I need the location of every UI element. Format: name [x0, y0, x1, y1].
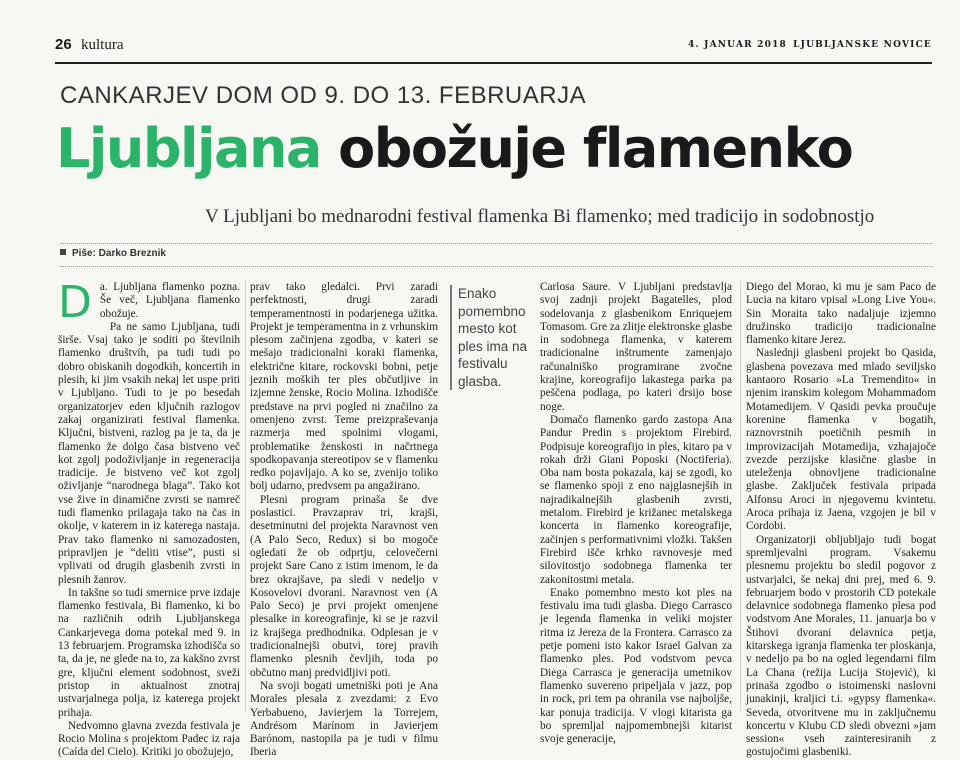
- header-rule: [55, 62, 932, 64]
- paragraph: Diego del Morao, ki mu je sam Paco de Lucia na kitaro vpisal »Long Live You«. Sin Moraita tako nadaljuje izjemno družinsko tradicijo tradicionalne flamenko kitare Jerez.: [746, 281, 936, 347]
- paragraph: Carlosa Saure. V Ljubljani predstavlja svoj zadnji projekt Bagatelles, plod sodelovanja z glasbenikom Enriquejem Tomasom. Gre za zlitje elektronske glasbe in sodobnega flamenka, v katerem tradicionalne inštrumente zamenjajo računalniško programirane zvočne krajine, koreografijo lakastega parka pa peščena podlaga, po kateri drsijo bose noge.: [540, 281, 732, 413]
- column-separator: [245, 281, 246, 711]
- page-number: 26: [55, 36, 72, 53]
- paragraph: Nedvomno glavna zvezda festivala je Rocio Molina s projektom Padec iz raja (Caída del Cielo). Kritiki jo obožujejo,: [58, 719, 240, 759]
- byline-rule-bottom: [60, 266, 932, 267]
- paragraph: a. Ljubljana flamenko pozna. Še več, Ljubljana flamenko obožuje.: [99, 281, 240, 320]
- text-column-2: [250, 281, 438, 759]
- paragraph: In takšne so tudi smernice prve izdaje flamenko festivala, Bi flamenko, ki bo na različnih odrih Ljubljanskega Cankarjevega doma potekal med 9. in 13 februarjem. Programska izhodišča so ta, da je, ne glede na to, za kakšno zvrst gre, ključni element sodobnost, sveži pristop in aktualnost znotraj ustvarjalnega polja, iz katerega projekt prihaja.: [58, 586, 240, 719]
- article-headline: [56, 118, 852, 180]
- issue-date: 4. JANUAR 2018: [687, 40, 787, 50]
- text-column-4: [746, 281, 936, 759]
- byline-square-icon: [60, 249, 66, 255]
- paragraph: Organizatorji obljubljajo tudi bogat spremljevalni program. Vsakemu plesnemu projektu bo sledil pogovor z ustvarjalci, še nekaj dni prej, med 6. 9. februarjem bodo v prostorih CD potekale delavnice sodobnega flamenko plesa pod vodstvom Ane Morales, 11. januarja bo v Štihovi dvorani delavnica petja, kitarskega igranja flamenka ter ploskanja, v nedeljo pa bo na ogled legendarni film La Chana (režija Lucija Stojević), ki prinaša zgodbo o istoimenski naslovni junakinji, kraljici t.i. »gypsy flamenka«. Seveda, otvoritvene mu in zaključnemu koncertu v Klubu CD sledi obvezni »jam session« vseh zainteresiranih z gostujočimi glasbeniki.: [746, 533, 936, 759]
- pull-quote: Enako pomembno mesto kot ples ima na festivalu glasba.: [450, 285, 538, 390]
- paragraph: prav tako gledalci. Prvi zaradi perfektnosti, drugi zaradi temperamentnosti in podarjenega užitka. Projekt je temperamentna in z vrhunskim plesom začinjena zgodba, v kateri se mešajo tradicionalni koraki flamenka, električne kitare, rockovski bobni, petje jeznih moških ter ples občutljive in izjemne ženske, Rocio Molina. Izhodišče predstave na prvi pogled ni značilno za omenjeno zvrst. Teme preizpraševanja razmerja med spolnimi vlogami, problematike ženskosti in načrtnega spodkopavanja stereotipov se v flamenku redko pojavljajo. A ko se, zvenijo toliko bolj udarno, predvsem pa angažirano.: [250, 281, 438, 493]
- byline-text: Piše: Darko Breznik: [72, 248, 166, 259]
- byline-rule-top: [60, 243, 932, 244]
- paragraph: Naslednji glasbeni projekt bo Qasida, glasbena povezava med mlado seviljsko kantaoro Rosario »La Tremendito« in njenim iranskim kolegom Mohammadom Motamedijem. V Qasidi pevka proučuje korenine flamenka v bogatih, raznovrstnih poetičnih pesmih in improvizacijah Motamedija, vzhajajoče zvezde perzijske klasične glasbe in uteleženja obnovljene tradicionalne glasbe. Zaključek festivala pripada Alfonsu Aroci in njegovemu kvintetu. Aroca prihaja iz Jaena, vzgojen je bil v Cordobi.: [746, 347, 936, 533]
- paragraph: Na svoji bogati umetniški poti je Ana Morales plesala z zvezdami: z Evo Yerbabueno, Javierjem la Torrejem, Andrésom Marínom in Javierjem Barónom, nastopila pa je tudi v filmu Iberia: [250, 679, 438, 759]
- drop-cap: D: [58, 277, 92, 328]
- headline-green-word: Ljubljana: [56, 117, 321, 180]
- headline-dark-words: obožuje flamenko: [338, 117, 853, 180]
- paragraph: Pa ne samo Ljubljana, tudi širše. Vsaj tako je soditi po številnih flamenko društvih, pa tudi tudi po dobro obiskanih dogodkih, koncertih in plesih, ki jim vsakih nekaj let uspe priti v Ljubljano. Tudi to je po besedah organizatorjev eden ključnih razlogov zakaj organizirati festival flamenka. Ključni, bistveni, razlog pa je ta, da je flamenko že dolgo časa bistveno več kot zgolj podoživljanje in regeneracija tradicije. Je bistveno več kot zgolj oživljanje “narodnega blaga”. Tako kot vse žive in dinamične zvrsti se namreč tudi flamenko prilagaja tako na čas in okolje, v katerem in iz katerega nastaja. Prav tako flamenko ni samozadosten, pripravljen je “deliti vtise”, pusti si vplivati od drugih glasbenih zvrsti in plesnih žanrov.: [58, 320, 240, 586]
- column-separator: [740, 281, 741, 711]
- paragraph: Plesni program prinaša še dve poslastici. Pravzaprav tri, krajši, desetminutni del projekta Naravnost ven (A Palo Seco, Redux) si bo mogoče ogledati že ob odprtju, celovečerni projekt Sare Cano z istim imenom, le da brez okrajšave, pa sledi v nedeljo v Kosovelovi dvorani. Naravnost ven (A Palo Seco) je prvi projekt omenjene plesalke in koreografinje, ki se je razvil iz krajšega predhodnika. Odplesan je v tradicionalnejši obutvi, torej pravih flamenko plesnih čevljih, toda po občutno manj predvidljivi poti.: [250, 493, 438, 679]
- paragraph: Enako pomembno mesto kot ples na festivalu ima tudi glasba. Diego Carrasco je legenda flamenka in veliki mojster ritma iz Jereza de la Frontera. Carrasco za petje pomeni isto kakor Israel Galvan za flamenko ples. Pod vodstvom pevca Diega Carrasca je generacija umetnikov flamenko suvereno pripeljala v jazz, pop in rock, pri tem pa ohranila vse najboljše, kar ponuja tradicija. V vlogi kitarista ga bo spremljal najpomembnejši kitarist svoje generacije,: [540, 586, 732, 746]
- publication-name: LJUBLJANSKE NOVICE: [793, 40, 932, 50]
- byline: [60, 248, 166, 259]
- article-subtitle: V Ljubljani bo mednarodni festival flamenka Bi flamenko; med tradicijo in sodobnostjo: [205, 206, 875, 227]
- page-header: [55, 36, 932, 62]
- text-column-3: [540, 281, 732, 746]
- paragraph: Domačo flamenko gardo zastopa Ana Pandur Predin s projektom Firebird. Podpisuje koreografijo in ples, kitaro pa v rokah drži Giani Poposki (Noctiferia). Oba nam bosta pokazala, kaj se zgodi, ko se flamenko spoji z eno najglasnejših in najradikalnejših glasbenih zvrsti, metalom. Firebird je križanec metalskega koncerta in flamenko koreografije, začinjen s performativnimi vložki. Takšen Firebird išče krhko ravnovesje med silovitostjo sodobnega flamenka ter zakonitostmi metala.: [540, 413, 732, 586]
- text-column-1: [58, 277, 240, 759]
- article-kicker: CANKARJEV DOM OD 9. DO 13. FEBRUARJA: [60, 82, 587, 109]
- section-name: kultura: [81, 37, 124, 53]
